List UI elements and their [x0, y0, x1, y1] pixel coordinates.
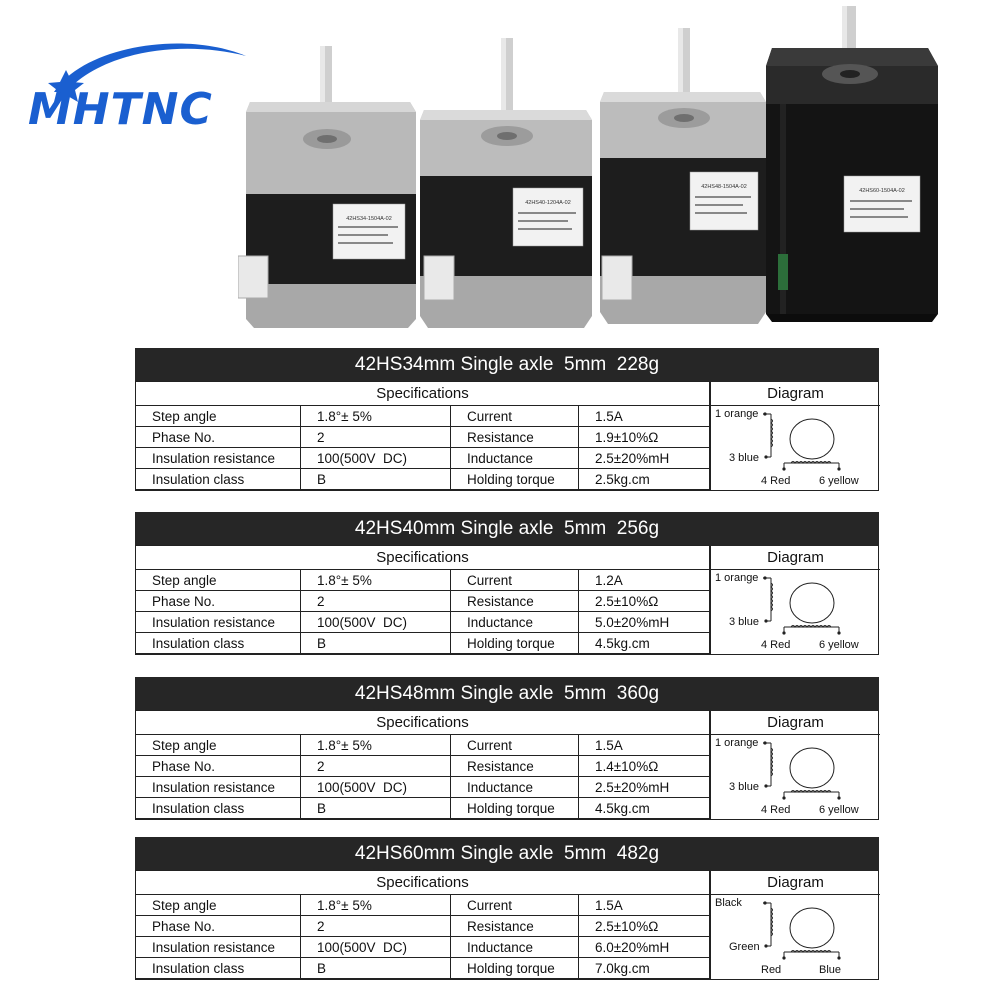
spec-label: Insulation resistance	[136, 612, 301, 633]
spec-label: Holding torque	[451, 469, 579, 490]
spec-body	[135, 546, 879, 655]
wire-label-top-left: 1 orange	[715, 408, 759, 420]
wire-label-bottom-left: Red	[761, 964, 782, 976]
spec-label: Resistance	[451, 591, 579, 612]
wire-label-bottom-left: 4 Red	[761, 639, 791, 651]
spec-label: Inductance	[451, 448, 579, 469]
spec-label: Current	[451, 895, 579, 916]
motor-photo-42hs60	[762, 4, 944, 326]
spec-value: 1.8°± 5%	[301, 570, 451, 591]
table-row	[136, 612, 710, 633]
spec-table-2	[135, 512, 879, 655]
wire-label-mid-left: 3 blue	[729, 452, 759, 464]
specifications-grid	[136, 711, 711, 819]
coil-diagram-icon	[711, 894, 880, 979]
diagram-header: Diagram	[711, 871, 880, 895]
wire-label-bottom-right: 6 yellow	[819, 475, 859, 487]
table-row	[136, 469, 710, 490]
spec-label: Insulation resistance	[136, 777, 301, 798]
table-row	[136, 798, 710, 819]
spec-label: Inductance	[451, 777, 579, 798]
spec-value: B	[301, 633, 451, 654]
spec-value: 100(500V DC)	[301, 612, 451, 633]
spec-label: Resistance	[451, 756, 579, 777]
spec-label: Current	[451, 735, 579, 756]
spec-label: Step angle	[136, 570, 301, 591]
specifications-grid	[136, 382, 711, 490]
spec-label: Phase No.	[136, 916, 301, 937]
motor-label: 42HS40-1204A-02	[525, 200, 571, 206]
diagram-header: Diagram	[711, 382, 880, 406]
spec-label: Current	[451, 570, 579, 591]
table-row	[136, 937, 710, 958]
spec-value: 5.0±20%mH	[579, 612, 710, 633]
coil-diagram-icon	[711, 569, 880, 654]
spec-label: Resistance	[451, 427, 579, 448]
spec-label: Phase No.	[136, 427, 301, 448]
spec-label: Step angle	[136, 895, 301, 916]
spec-value: 2.5±10%Ω	[579, 591, 710, 612]
coil-diagram-icon	[711, 405, 880, 490]
spec-value: 2.5±20%mH	[579, 777, 710, 798]
table-row	[136, 895, 710, 916]
spec-label: Step angle	[136, 735, 301, 756]
specifications-header: Specifications	[136, 546, 710, 570]
spec-title: 42HS48mm Single axle 5mm 360g	[135, 677, 879, 711]
specifications-grid	[136, 546, 711, 654]
wire-label-bottom-right: 6 yellow	[819, 639, 859, 651]
spec-label: Inductance	[451, 937, 579, 958]
wiring-diagram	[711, 871, 880, 979]
wire-label-mid-left: 3 blue	[729, 781, 759, 793]
spec-value: 2.5±20%mH	[579, 448, 710, 469]
spec-title: 42HS40mm Single axle 5mm 256g	[135, 512, 879, 546]
table-row	[136, 406, 710, 427]
spec-value: B	[301, 958, 451, 979]
specifications-header: Specifications	[136, 711, 710, 735]
specifications-header: Specifications	[136, 871, 710, 895]
spec-label: Current	[451, 406, 579, 427]
spec-table-1	[135, 348, 879, 491]
spec-label: Insulation class	[136, 469, 301, 490]
table-row	[136, 427, 710, 448]
motor-photo-42hs34	[238, 44, 423, 330]
wire-label-top-left: 1 orange	[715, 572, 759, 584]
spec-label: Phase No.	[136, 591, 301, 612]
wiring-diagram	[711, 382, 880, 490]
spec-value: 100(500V DC)	[301, 937, 451, 958]
wire-label-mid-left: Green	[729, 941, 760, 953]
diagram-header: Diagram	[711, 711, 880, 735]
spec-label: Insulation resistance	[136, 937, 301, 958]
table-row	[136, 735, 710, 756]
table-row	[136, 916, 710, 937]
spec-body	[135, 711, 879, 820]
spec-label: Insulation class	[136, 633, 301, 654]
table-row	[136, 591, 710, 612]
table-row	[136, 756, 710, 777]
spec-label: Resistance	[451, 916, 579, 937]
table-row	[136, 633, 710, 654]
spec-value: 1.4±10%Ω	[579, 756, 710, 777]
motor-photo-42hs40	[418, 36, 598, 336]
brand-logo	[14, 26, 250, 146]
spec-value: 100(500V DC)	[301, 777, 451, 798]
spec-value: 1.8°± 5%	[301, 895, 451, 916]
spec-value: 2.5kg.cm	[579, 469, 710, 490]
wiring-diagram	[711, 711, 880, 819]
table-row	[136, 777, 710, 798]
wire-label-bottom-left: 4 Red	[761, 804, 791, 816]
motor-photo-42hs48	[598, 26, 770, 326]
spec-label: Inductance	[451, 612, 579, 633]
spec-value: 1.9±10%Ω	[579, 427, 710, 448]
spec-value: 2.5±10%Ω	[579, 916, 710, 937]
wire-label-bottom-left: 4 Red	[761, 475, 791, 487]
spec-label: Insulation resistance	[136, 448, 301, 469]
spec-label: Holding torque	[451, 958, 579, 979]
spec-title: 42HS60mm Single axle 5mm 482g	[135, 837, 879, 871]
spec-label: Holding torque	[451, 633, 579, 654]
spec-label: Phase No.	[136, 756, 301, 777]
motor-label: 42HS48-1504A-02	[701, 184, 747, 190]
spec-value: 4.5kg.cm	[579, 798, 710, 819]
spec-table-3	[135, 677, 879, 820]
spec-value: 4.5kg.cm	[579, 633, 710, 654]
wire-label-top-left: Black	[715, 897, 742, 909]
motor-label: 42HS34-1504A-02	[346, 216, 392, 222]
spec-value: 1.2A	[579, 570, 710, 591]
spec-value: 1.5A	[579, 895, 710, 916]
spec-label: Step angle	[136, 406, 301, 427]
wire-label-bottom-right: 6 yellow	[819, 804, 859, 816]
spec-body	[135, 871, 879, 980]
table-row	[136, 448, 710, 469]
spec-value: 100(500V DC)	[301, 448, 451, 469]
spec-value: 2	[301, 591, 451, 612]
spec-value: B	[301, 798, 451, 819]
spec-value: 2	[301, 916, 451, 937]
table-row	[136, 570, 710, 591]
coil-diagram-icon	[711, 734, 880, 819]
spec-value: B	[301, 469, 451, 490]
spec-value: 1.5A	[579, 735, 710, 756]
spec-value: 7.0kg.cm	[579, 958, 710, 979]
spec-value: 2	[301, 427, 451, 448]
wire-label-mid-left: 3 blue	[729, 616, 759, 628]
spec-value: 1.5A	[579, 406, 710, 427]
spec-label: Insulation class	[136, 798, 301, 819]
spec-body	[135, 382, 879, 491]
spec-label: Insulation class	[136, 958, 301, 979]
motor-label: 42HS60-1504A-02	[859, 188, 905, 194]
spec-table-4	[135, 837, 879, 980]
specifications-header: Specifications	[136, 382, 710, 406]
spec-value: 6.0±20%mH	[579, 937, 710, 958]
diagram-header: Diagram	[711, 546, 880, 570]
wire-label-top-left: 1 orange	[715, 737, 759, 749]
spec-value: 1.8°± 5%	[301, 735, 451, 756]
spec-title: 42HS34mm Single axle 5mm 228g	[135, 348, 879, 382]
spec-label: Holding torque	[451, 798, 579, 819]
spec-value: 1.8°± 5%	[301, 406, 451, 427]
logo-text: MHTNC	[28, 84, 213, 135]
wire-label-bottom-right: Blue	[819, 964, 842, 976]
table-row	[136, 958, 710, 979]
wiring-diagram	[711, 546, 880, 654]
spec-value: 2	[301, 756, 451, 777]
specifications-grid	[136, 871, 711, 979]
